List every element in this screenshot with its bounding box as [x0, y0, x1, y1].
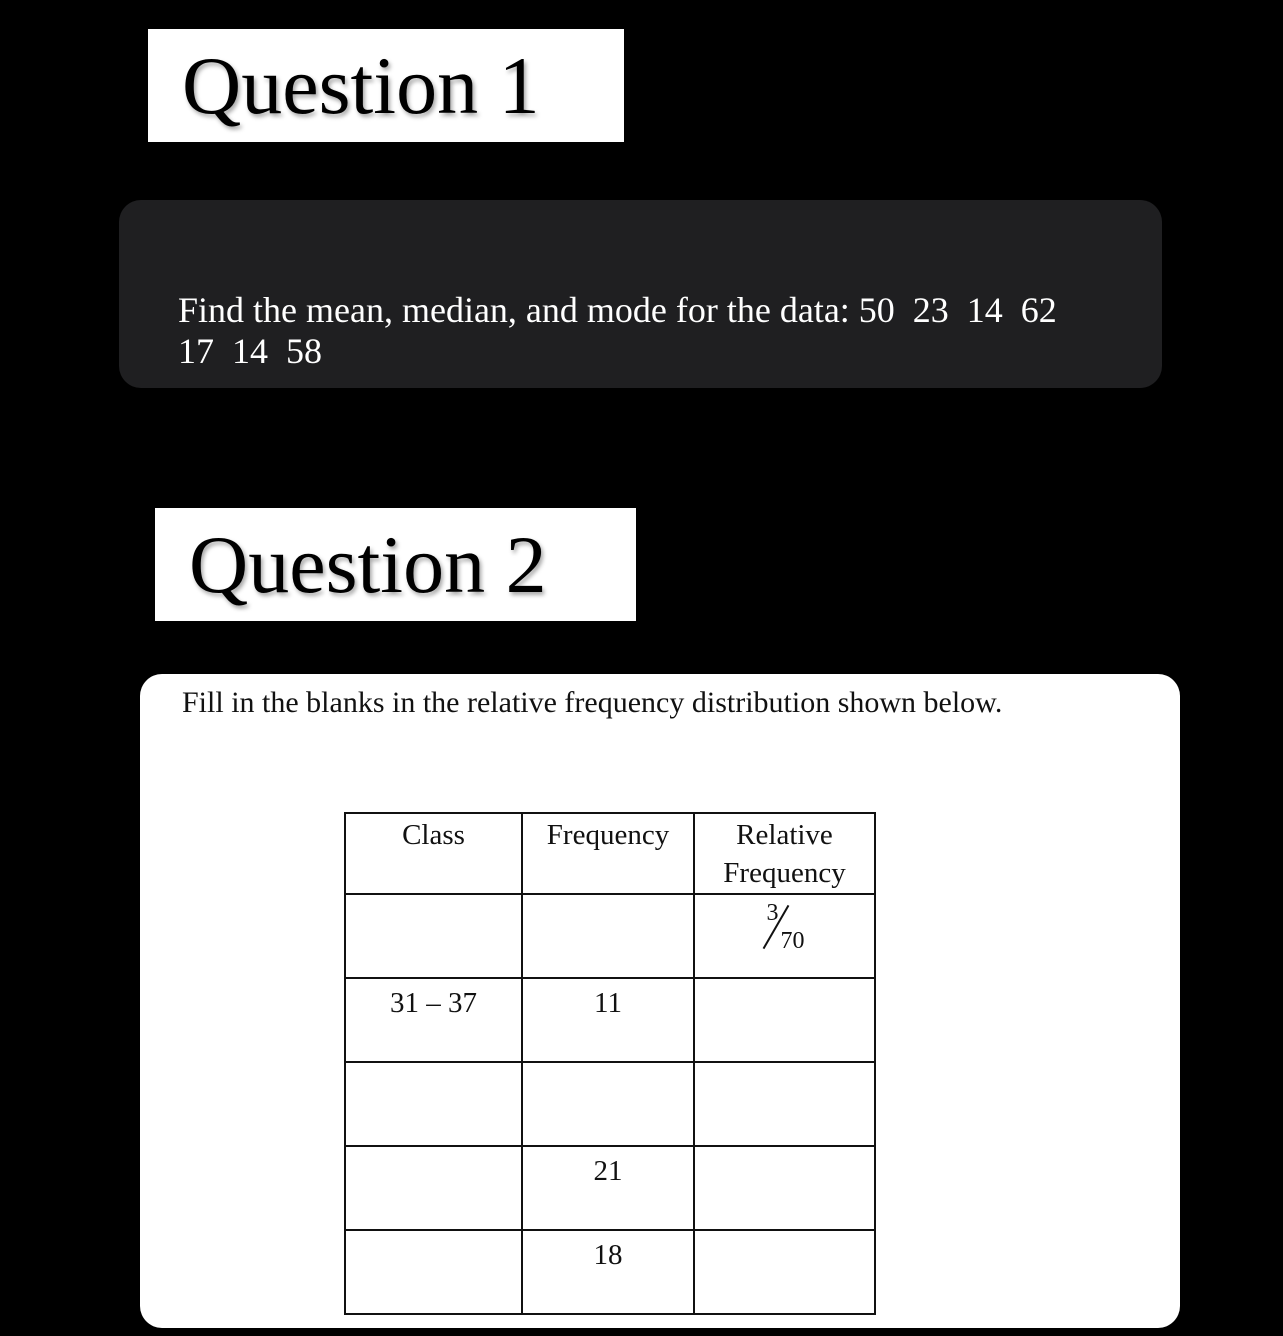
header-frequency: Frequency	[522, 813, 694, 894]
fraction-denominator: 70	[780, 928, 805, 954]
class-cell: 31 – 37	[345, 978, 522, 1062]
table-row	[345, 1146, 875, 1230]
fraction	[755, 900, 815, 960]
question-2-heading	[155, 508, 636, 621]
class-cell	[345, 894, 522, 978]
table-row	[345, 1062, 875, 1146]
class-cell	[345, 1230, 522, 1314]
frequency-cell: 18	[522, 1230, 694, 1314]
fraction-numerator: 3	[766, 900, 779, 926]
question-2-title: Question 2	[189, 518, 547, 610]
relative-frequency-cell	[694, 894, 875, 978]
question-2-prompt: Fill in the blanks in the relative frequency distribution shown below.	[182, 686, 1003, 719]
relative-frequency-cell	[694, 1230, 875, 1314]
frequency-cell: 21	[522, 1146, 694, 1230]
table-row	[345, 978, 875, 1062]
relative-frequency-cell	[694, 978, 875, 1062]
question-1-heading	[148, 29, 624, 142]
question-2-card	[140, 674, 1180, 1328]
class-cell	[345, 1146, 522, 1230]
question-1-card	[119, 200, 1162, 388]
table-row	[345, 894, 875, 978]
class-cell	[345, 1062, 522, 1146]
header-class: Class	[345, 813, 522, 894]
table-header-row	[345, 813, 875, 894]
relative-frequency-cell	[694, 1146, 875, 1230]
frequency-cell	[522, 1062, 694, 1146]
relative-frequency-cell	[694, 1062, 875, 1146]
table-row	[345, 1230, 875, 1314]
frequency-cell: 11	[522, 978, 694, 1062]
question-1-title: Question 1	[182, 39, 540, 131]
question-1-prompt: Find the mean, median, and mode for the data: 50 23 14 62 17 14 58	[178, 290, 1075, 371]
header-relative-frequency: Relative Frequency	[694, 813, 875, 894]
frequency-cell	[522, 894, 694, 978]
relative-frequency-table	[344, 812, 876, 1315]
